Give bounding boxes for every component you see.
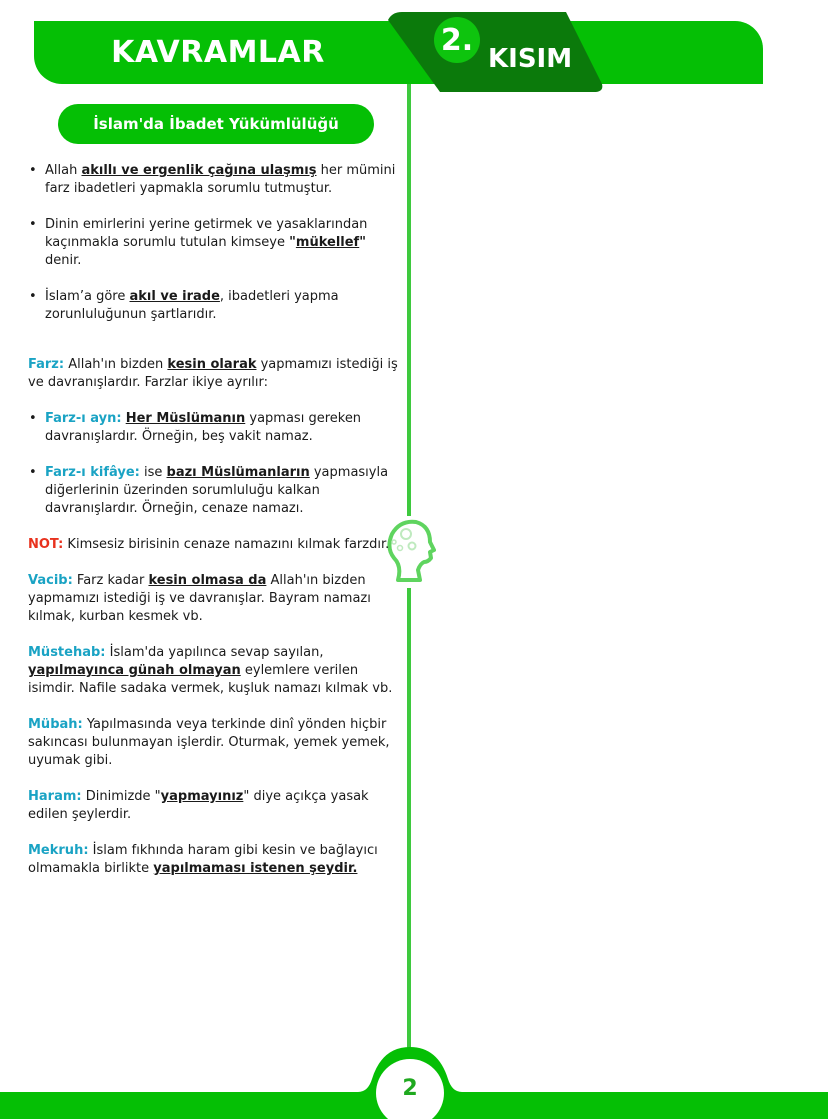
emphasis: mükellef	[295, 235, 360, 250]
content-column	[28, 162, 400, 896]
section-tab	[388, 12, 620, 92]
bullet-item: • Dinin emirlerini yerine getirmek ve yasaklarından kaçınmakla sorumlu tutulan kimseye "mükellef" denir.	[45, 216, 400, 270]
definition-mekruh: Mekruh: İslam fıkhında haram gibi kesin ve bağlayıcı olmamakla birlikte yapılmaması istenen şeydir.	[28, 843, 378, 876]
term-label: Farz:	[28, 357, 65, 372]
definition-mustehab: Müstehab: İslam'da yapılınca sevap sayılan, yapılmayınca günah olmayan eylemlere verilen isimdir. Nafile sadaka vermek, kuşluk namazı kılmak vb.	[28, 645, 393, 696]
obligation-bullets	[28, 162, 400, 324]
page-number: 2	[402, 1075, 418, 1101]
farz-type-item: • Farz-ı kifâye: ise bazı Müslümanların yapmasıyla diğerlerinin üzerinden sorumluluğu kalkan davranışlardır. Örneğin, cenaze namazı.	[45, 464, 400, 518]
bullet-item: • Allah akıllı ve ergenlik çağına ulaşmış her mümini farz ibadetleri yapmakla sorumlu tutmuştur.	[45, 162, 400, 198]
page-title: KAVRAMLAR	[111, 35, 325, 70]
column-divider-top	[407, 84, 411, 516]
column-divider-bottom	[407, 588, 411, 1048]
definition-mubah: Mübah: Yapılmasında veya terkinde dinî yönden hiçbir sakıncası bulunmayan işlerdir. Oturmak, yemek yemek, uyumak gibi.	[28, 717, 390, 768]
note-label: NOT:	[28, 537, 64, 552]
emphasis: akıllı ve ergenlik çağına ulaşmış	[81, 163, 317, 178]
farz-types	[28, 410, 400, 518]
section-subtitle: İslam'da İbadet Yükümlülüğü	[58, 104, 374, 144]
section-label: KISIM	[488, 44, 573, 74]
bullet-item: • İslam’a göre akıl ve irade, ibadetleri yapma zorunluluğunun şartlarıdır.	[45, 288, 400, 324]
farz-type-item: • Farz-ı ayn: Her Müslümanın yapması gereken davranışlardır. Örneğin, beş vakit namaz.	[45, 410, 400, 446]
section-number-badge: 2.	[434, 17, 480, 63]
definition-vacib: Vacib: Farz kadar kesin olmasa da Allah'ın bizden yapmamızı istediği iş ve davranışlar. Bayram namazı kılmak, kurban kesmek vb.	[28, 573, 371, 624]
definition-haram: Haram: Dinimizde "yapmayınız" diye açıkça yasak edilen şeylerdir.	[28, 789, 369, 822]
note-paragraph: NOT: Kimsesiz birisinin cenaze namazını kılmak farzdır.	[28, 537, 390, 552]
emphasis: akıl ve irade	[129, 289, 220, 304]
definition-farz: Farz: Allah'ın bizden kesin olarak yapmamızı istediği iş ve davranışlardır. Farzlar ikiye ayrılır:	[28, 357, 398, 390]
